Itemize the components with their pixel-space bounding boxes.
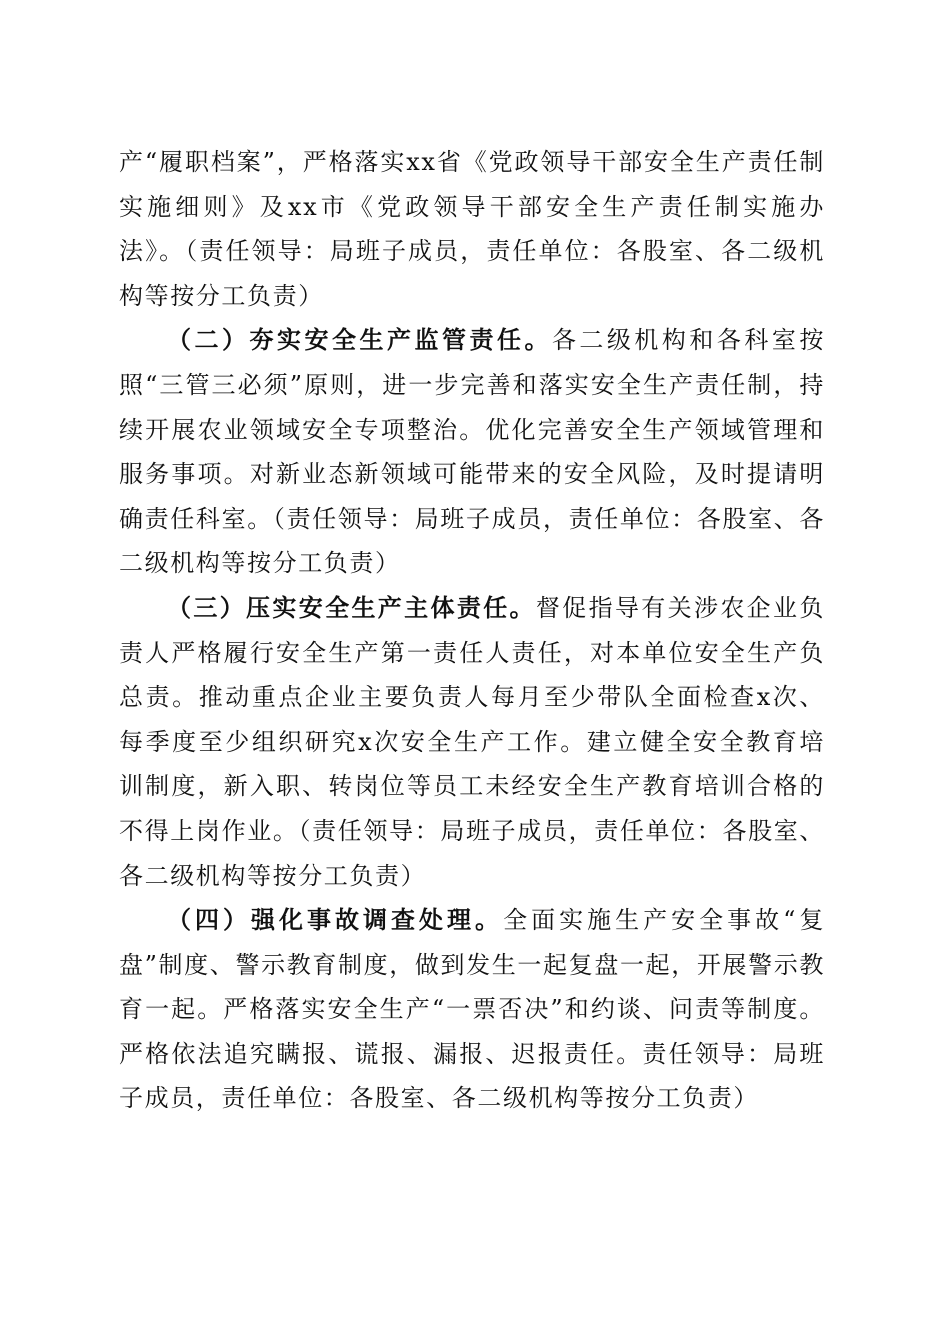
section-heading: （三）压实安全生产主体责任。 <box>167 592 536 622</box>
paragraph-text: 各二级机构和各科室按照“三管三必须”原则，进一步完善和落实安全生产责任制，持续开展农业领域安全专项整治。优化完善安全生产领域管理和服务事项。对新业态新领域可能带来的安全风险，及时提请明确责任科室。（责任领导：局班子成员，责任单位：各股室、各二级机构等按分工负责） <box>119 326 825 578</box>
document-body <box>119 140 825 1121</box>
paragraph-section-4 <box>119 898 825 1121</box>
paragraph-text: 产“履职档案”，严格落实xx省《党政领导干部安全生产责任制实施细则》及xx市《党政领导干部安全生产责任制实施办法》。（责任领导：局班子成员，责任单位：各股室、各二级机构等按分工负责） <box>119 148 825 310</box>
paragraph-section-2 <box>119 318 825 586</box>
paragraph-text: 督促指导有关涉农企业负责人严格履行安全生产第一责任人责任，对本单位安全生产负总责。推动重点企业主要负责人每月至少带队全面检查x次、每季度至少组织研究x次安全生产工作。建立健全安全教育培训制度，新入职、转岗位等员工未经安全生产教育培训合格的不得上岗作业。（责任领导：局班子成员，责任单位：各股室、各二级机构等按分工负责） <box>119 593 825 890</box>
paragraph-continuation <box>119 140 825 318</box>
section-heading: （二）夯实安全生产监管责任。 <box>167 325 552 355</box>
paragraph-section-3 <box>119 586 825 898</box>
paragraph-text: 全面实施生产安全事故“复盘”制度、警示教育制度，做到发生一起复盘一起，开展警示教育一起。严格落实安全生产“一票否决”和约谈、问责等制度。严格依法追究瞒报、谎报、漏报、迟报责任。责任领导：局班子成员，责任单位：各股室、各二级机构等按分工负责） <box>119 906 826 1113</box>
section-heading: （四）强化事故调查处理。 <box>167 905 504 935</box>
